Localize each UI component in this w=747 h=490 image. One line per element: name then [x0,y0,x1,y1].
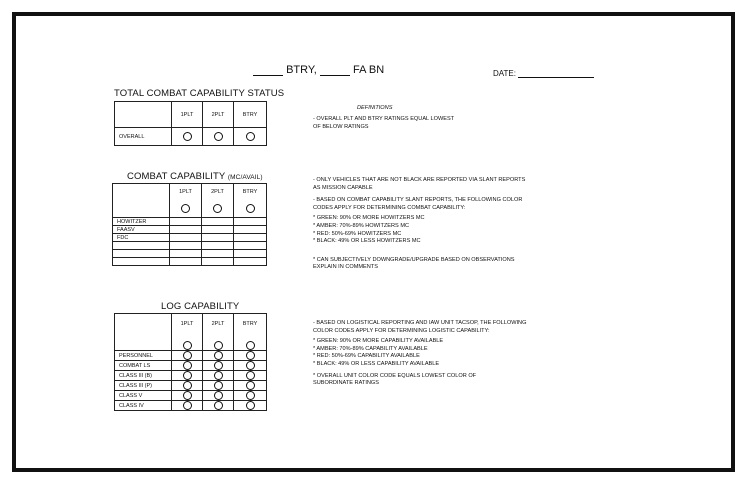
status-circle[interactable] [246,361,255,370]
log-cell [172,351,203,361]
status-circle[interactable] [183,132,192,141]
legend-red: * RED: 50%-69% HOWITZERS MC [313,230,402,237]
combat-col-1plt-cell [170,184,202,218]
log-cell [234,391,267,401]
legend-green: * GREEN: 90% OR MORE HOWITZERS MC [313,215,425,222]
log-row-label: CLASS III (B) [115,371,172,381]
status-circle[interactable] [214,391,223,400]
log-row-label: PERSONNEL [115,351,172,361]
log-cell [203,381,234,391]
total-row-overall-label: OVERALL [115,128,172,146]
legend-green: * GREEN: 90% OR MORE CAPABILITY AVAILABLE [313,338,444,345]
date-blank-field[interactable] [518,77,594,78]
status-circle[interactable] [214,381,223,390]
log-cell [234,381,267,391]
combat-cell[interactable] [170,258,202,266]
log-row-label: CLASS V [115,391,172,401]
legend-amber: * AMBER: 70%-89% CAPABILITY AVAILABLE [313,345,428,352]
combat-row-label: HOWITZER [113,218,170,226]
combat-row-label [113,242,170,250]
log-col-1plt: 1PLT [180,320,194,327]
combat-col-2plt-cell [202,184,234,218]
battery-label: BTRY, [286,64,317,76]
total-status-table [114,101,267,146]
unit-header [253,64,384,76]
note-line: - BASED ON LOGISTICAL REPORTING AND IAW UNIT TACSOP, THE FOLLOWING [313,320,527,326]
status-circle[interactable] [181,204,190,213]
status-circle[interactable] [214,351,223,360]
combat-col-btry: BTRY [242,188,258,195]
log-cell [234,371,267,381]
total-col-2plt: 2PLT [203,102,234,128]
status-circle[interactable] [214,341,223,350]
log-col-1plt-cell [172,314,203,351]
total-overall-btry-cell [234,128,267,146]
combat-row-label: FDC [113,234,170,242]
combat-row-label [113,258,170,266]
note-line: COLOR CODES APPLY FOR DETERMINING LOGISTIC CAPABILITY: [313,327,490,334]
log-cell [172,401,203,411]
combat-cell[interactable] [234,250,267,258]
note-line: * CAN SUBJECTIVELY DOWNGRADE/UPGRADE BASED ON OBSERVATIONS [313,256,515,263]
note-line: CODES APPLY FOR DETERMINING COMBAT CAPABILITY: [313,204,466,211]
total-status-corner [115,102,172,128]
log-col-2plt-cell [203,314,234,351]
combat-cell[interactable] [202,242,234,250]
status-circle[interactable] [214,361,223,370]
log-cell [172,391,203,401]
total-status-title: TOTAL COMBAT CAPABILITY STATUS [114,88,285,99]
combat-row-label: FAASV [113,226,170,234]
combat-capability-table [112,183,267,266]
combat-cell[interactable] [170,242,202,250]
status-circle[interactable] [214,371,223,380]
status-circle[interactable] [246,204,255,213]
status-circle[interactable] [183,381,192,390]
log-corner [115,314,172,351]
total-col-1plt: 1PLT [172,102,203,128]
combat-capability-title-text: COMBAT CAPABILITY [127,171,226,182]
status-circle[interactable] [246,391,255,400]
log-capability-table [114,313,267,411]
log-row-label: CLASS III (P) [115,381,172,391]
definitions-title: DEFINITIONS [357,105,393,111]
status-circle[interactable] [183,351,192,360]
note-line: - ONLY VEHICLES THAT ARE NOT BLACK ARE REPORTED VIA SLANT REPORTS [313,177,526,183]
status-circle[interactable] [246,401,255,410]
combat-cell[interactable] [202,226,234,234]
total-col-btry: BTRY [234,102,267,128]
note-line: AS MISSION CAPABLE [313,184,373,191]
note-line: - OVERALL PLT AND BTRY RATINGS EQUAL LOWEST [313,116,455,122]
combat-cell[interactable] [170,234,202,242]
log-col-btry-cell [234,314,267,351]
combat-col-2plt: 2PLT [211,188,224,195]
status-circle[interactable] [246,341,255,350]
combat-cell[interactable] [234,218,267,226]
combat-cell[interactable] [202,234,234,242]
date-label: DATE: [493,69,516,78]
log-capability-title: LOG CAPABILITY [161,301,240,312]
status-circle[interactable] [246,371,255,380]
overall-rating-note [313,116,454,131]
note-line: * OVERALL UNIT COLOR CODE EQUALS LOWEST COLOR OF [313,372,477,379]
combat-cell[interactable] [170,226,202,234]
battalion-blank-field[interactable] [320,75,350,76]
status-circle[interactable] [246,132,255,141]
log-col-btry: BTRY [242,320,258,327]
combat-capability-title-suffix: (MC/AVAIL) [227,174,263,181]
status-circle[interactable] [183,371,192,380]
log-cell [234,401,267,411]
log-row-label: COMBAT LS [115,361,172,371]
log-cell [203,351,234,361]
status-circle[interactable] [213,204,222,213]
total-overall-1plt-cell [172,128,203,146]
combat-rating-notes [313,177,525,272]
date-field-group [493,69,594,78]
log-cell [172,371,203,381]
status-circle[interactable] [246,351,255,360]
battery-blank-field[interactable] [253,75,283,76]
total-overall-2plt-cell [203,128,234,146]
combat-cell[interactable] [234,242,267,250]
log-cell [203,401,234,411]
legend-black: * BLACK: 49% OR LESS CAPABILITY AVAILABLE [313,360,440,367]
combat-capability-title [127,171,263,182]
status-circle[interactable] [183,361,192,370]
combat-cell[interactable] [234,258,267,266]
combat-cell[interactable] [202,218,234,226]
combat-cell[interactable] [234,226,267,234]
combat-corner [113,184,170,218]
log-row-label: CLASS IV [115,401,172,411]
combat-cell[interactable] [202,250,234,258]
log-cell [203,361,234,371]
combat-row-label [113,250,170,258]
note-line: EXPLAIN IN COMMENTS [313,264,378,271]
fa-bn-label: FA BN [352,64,385,76]
combat-col-btry-cell [234,184,267,218]
log-cell [234,361,267,371]
log-cell [234,351,267,361]
log-cell [172,361,203,371]
status-circle[interactable] [183,341,192,350]
note-line: SUBORDINATE RATINGS [313,380,379,387]
log-rating-notes [313,320,526,388]
log-cell [172,381,203,391]
status-circle[interactable] [214,401,223,410]
combat-cell[interactable] [234,234,267,242]
status-circle[interactable] [214,132,223,141]
legend-red: * RED: 50%-69% CAPABILITY AVAILABLE [313,353,420,360]
status-circle[interactable] [246,381,255,390]
combat-cell[interactable] [202,258,234,266]
log-cell [203,391,234,401]
combat-cell[interactable] [170,218,202,226]
status-circle[interactable] [183,401,192,410]
note-line: OF BELOW RATINGS [313,123,369,130]
legend-black: * BLACK: 49% OR LESS HOWITZERS MC [313,238,421,245]
log-col-2plt: 2PLT [211,320,225,327]
combat-col-1plt: 1PLT [179,188,192,195]
status-circle[interactable] [183,391,192,400]
note-line: - BASED ON COMBAT CAPABILITY SLANT REPORTS, THE FOLLOWING COLOR [313,197,523,204]
log-cell [203,371,234,381]
combat-cell[interactable] [170,250,202,258]
legend-amber: * AMBER: 70%-89% HOWITZERS MC [313,222,410,229]
